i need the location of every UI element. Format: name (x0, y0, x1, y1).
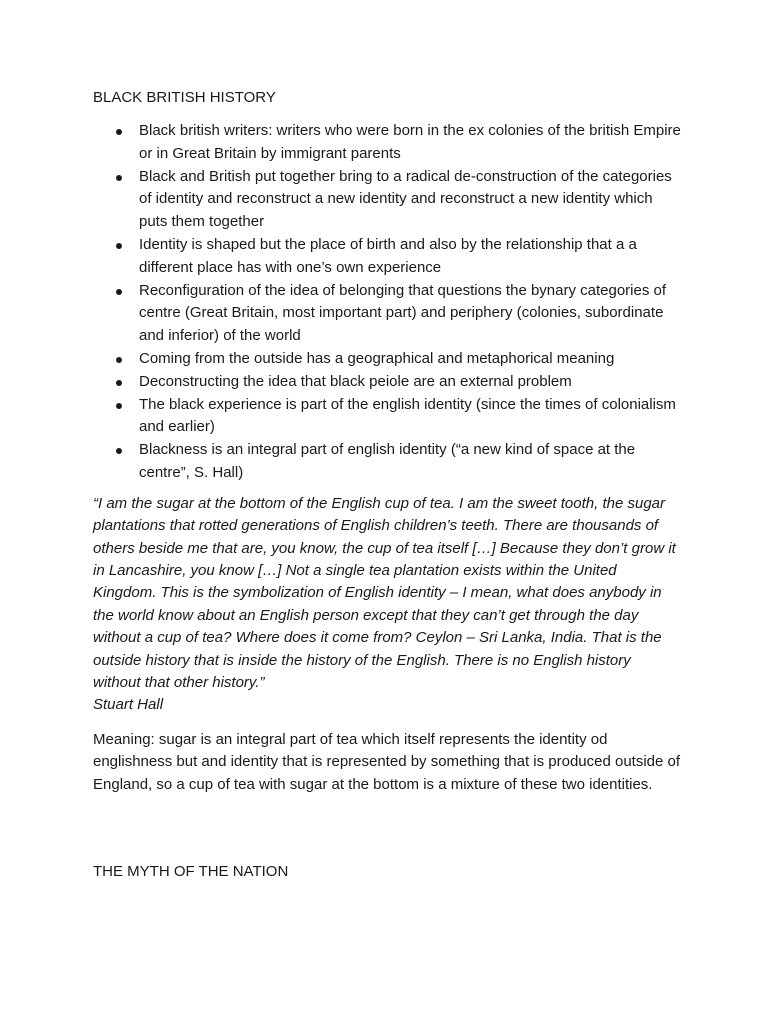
bullet-item (93, 234, 682, 280)
bullet-icon (116, 380, 122, 386)
bullet-text: Deconstructing the idea that black peiole are an external problem (139, 372, 572, 390)
bullet-text: Identity is shaped but the place of birth and also by the relationship that a a different place has with one’s own experience (139, 235, 637, 276)
bullet-text: Blackness is an integral part of english identity (“a new kind of space at the centre”, S. Hall) (139, 441, 636, 481)
bullet-list (93, 120, 682, 485)
bullet-icon (116, 448, 122, 454)
bullet-text: Black british writers: writers who were born in the ex colonies of the british Empire or in Great Britain by immigrant parents (139, 122, 681, 162)
bullet-icon (116, 175, 122, 181)
bullet-icon (116, 289, 122, 295)
bullet-item (93, 348, 682, 371)
bullet-icon (116, 243, 122, 249)
bullet-item (93, 120, 682, 166)
bullet-item (93, 166, 682, 234)
section-heading-myth-of-the-nation: THE MYTH OF THE NATION (93, 863, 289, 880)
quote-author: Stuart Hall (93, 696, 164, 714)
bullet-text: Black and British put together bring to a radical de-construction of the categories of identity and reconstruct a new identity and reconstruct a new identity which puts them together (139, 167, 672, 231)
bullet-icon (116, 129, 122, 135)
meaning-paragraph: Meaning: sugar is an integral part of tea which itself represents the identity od englishness but and identity that is represented by something that is produced outside of England, so a cup of tea with sugar at the bottom is a mixture of these two identities. (93, 730, 681, 793)
bullet-text: Coming from the outside has a geographical and metaphorical meaning (139, 349, 615, 367)
stuart-hall-quote (93, 493, 682, 717)
bullet-item (93, 439, 682, 485)
bullet-item (93, 371, 682, 394)
bullet-icon (116, 357, 122, 363)
bullet-item (93, 394, 682, 440)
bullet-text: Reconfiguration of the idea of belonging that questions the bynary categories of centre (Great Britain, most important part) and periphery (colonies, subordinate and inferior) of the world (139, 281, 667, 345)
bullet-icon (116, 403, 122, 409)
bullet-text: The black experience is part of the english identity (since the times of colonialism and earlier) (139, 395, 676, 436)
quote-text: “I am the sugar at the bottom of the English cup of tea. I am the sweet tooth, the sugar plantations that rotted generations of English children’s teeth. There are thousands of others beside me that are, you know, the cup of tea itself […] Because they don’t grow it in Lancashire, you know […] Not a single tea plantation exists within the United Kingdom. This is the symbolization of English identity – I mean, what does anybody in the world know about an English person except that they can’t get through the day without a cup of tea? Where does it come from? Ceylon – Sri Lanka, India. That is the outside history that is inside the history of the English. There is no English history without that other history.” (93, 494, 676, 691)
section-heading-black-british-history: BLACK BRITISH HISTORY (93, 89, 276, 106)
bullet-item (93, 280, 682, 348)
